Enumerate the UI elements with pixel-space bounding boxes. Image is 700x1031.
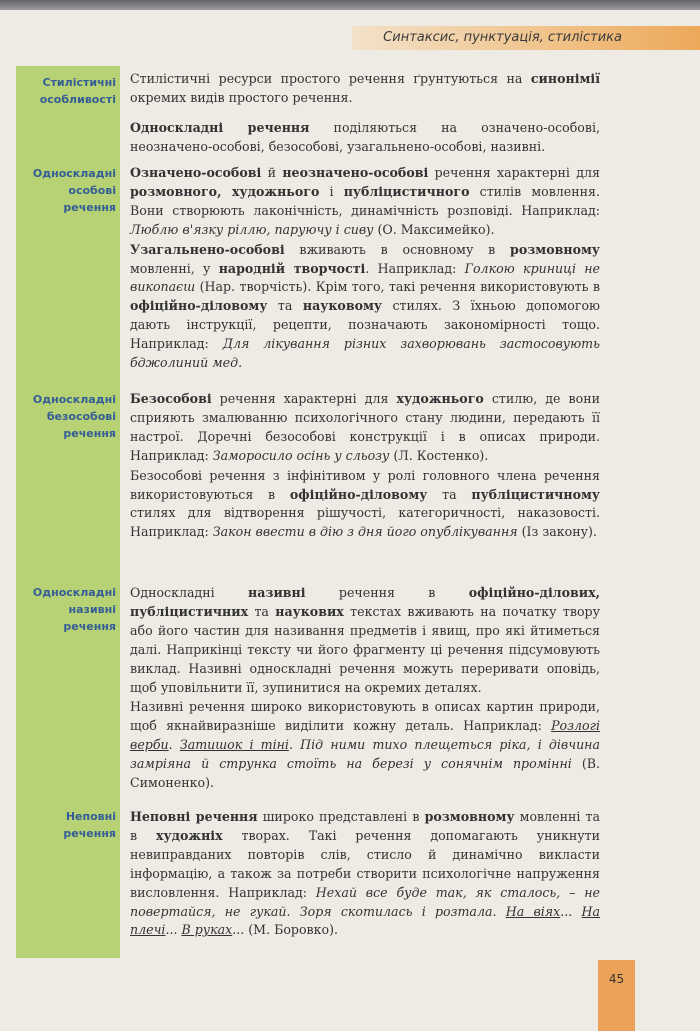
top-edge-strip [0,0,700,10]
section-incomplete [130,808,600,940]
section-definite-personal [130,164,600,373]
page-number: 45 [608,972,625,986]
paragraph: Означено-особові й неозначено-особові речення характерні для розмовного, художнього і публіцистичного стилів мовлення. Вони створюють лаконічність, динамічність розповіді. Наприклад: Люблю в'язку ріллю, паруючу і сиву (О. Максимейко). [130,165,600,237]
paragraph: Стилістичні ресурси простого речення ґрунтуються на синонімії окремих видів простого речення. [130,71,600,105]
sidebar-label-nominative: Односкладні називні речення [32,586,116,633]
sidebar-label-impersonal: Односкладні безособові речення [32,393,116,440]
paragraph: Неповні речення широко представлені в розмовному мовленні та в художніх творах. Такі речення допомагають уникнути невиправданих повторів слів, стисло й динамічно викласти інформацію, а також за потреби створити психологічне напруження висловлення. Наприклад: Нехай все буде так, як сталось, – не повертайся, не гукай. Зоря скотилась і розтала. На віях... На плечі... В руках... (М. Боровко). [130,809,600,938]
paragraph: Односкладні речення поділяються на означено-особові, неозначено-особові, безособові, узагальнено-особові, називні. [130,119,600,154]
paragraph: Безособові речення характерні для художнього стилю, де вони сприяють змалюванню психологічного стану людини, передають її настрої. Доречні безособові конструкції і в описах природи. Наприклад: Заморосило осінь у сльозу (Л. Костенко). [130,391,600,463]
sidebar-column [16,66,120,958]
page-number-tab [598,960,635,1031]
sidebar-label-definite-personal: Односкладні особові речення [32,167,116,214]
section-nominative [130,584,600,793]
running-header-title: Синтаксис, пунктуація, стилістика [383,30,622,45]
running-header [352,26,700,50]
section-impersonal [130,390,600,542]
paragraph: Односкладні називні речення в офіційно-ділових, публіцистичних та наукових текстах вживають на початку твору або його частин для називання предметів і явищ, про які йтиметься далі. Наприкінці тексту чи його фрагменту ці речення підсумовують виклад. Називні односкладні речення можуть переривати оповідь, щоб уповільнити її, зупинитися на окремих деталях. [130,585,600,695]
paragraph: Називні речення широко використовують в описах картин природи, щоб якнайвиразніше виділити кожну деталь. Наприклад: Розлогі верби. Затишок і тіні. Під ними тихо плещеться ріка, і дівчина замріяна й струнка стоїть на березі у сонячнім промінні (В. Симоненко). [130,699,600,791]
sidebar-label-stylistic: Стилістичні особливості [39,76,116,106]
paragraph: Узагальнено-особові вживають в основному в розмовному мовленні, у народній творчості. Наприклад: Голкою криниці не викопаєш (Нар. творчість). Крім того, такі речення використовують в офіційно-діловому та науковому стилях. З їхньою допомогою дають інструкції, рецепти, позначають закономірності тощо. Наприклад: Для лікування різних захворювань застосовують бджолиний мед. [130,241,600,371]
paragraph: Безособові речення з інфінітивом у ролі головного члена речення використовуються в офіційно-діловому та публіцистичному стилях для відтворення рішучості, категоричності, наказовості. Наприклад: Закон ввести в дію з дня його опублікування (Із закону). [130,467,600,540]
section-stylistic [130,70,600,157]
sidebar-label-incomplete: Неповні речення [63,810,116,840]
